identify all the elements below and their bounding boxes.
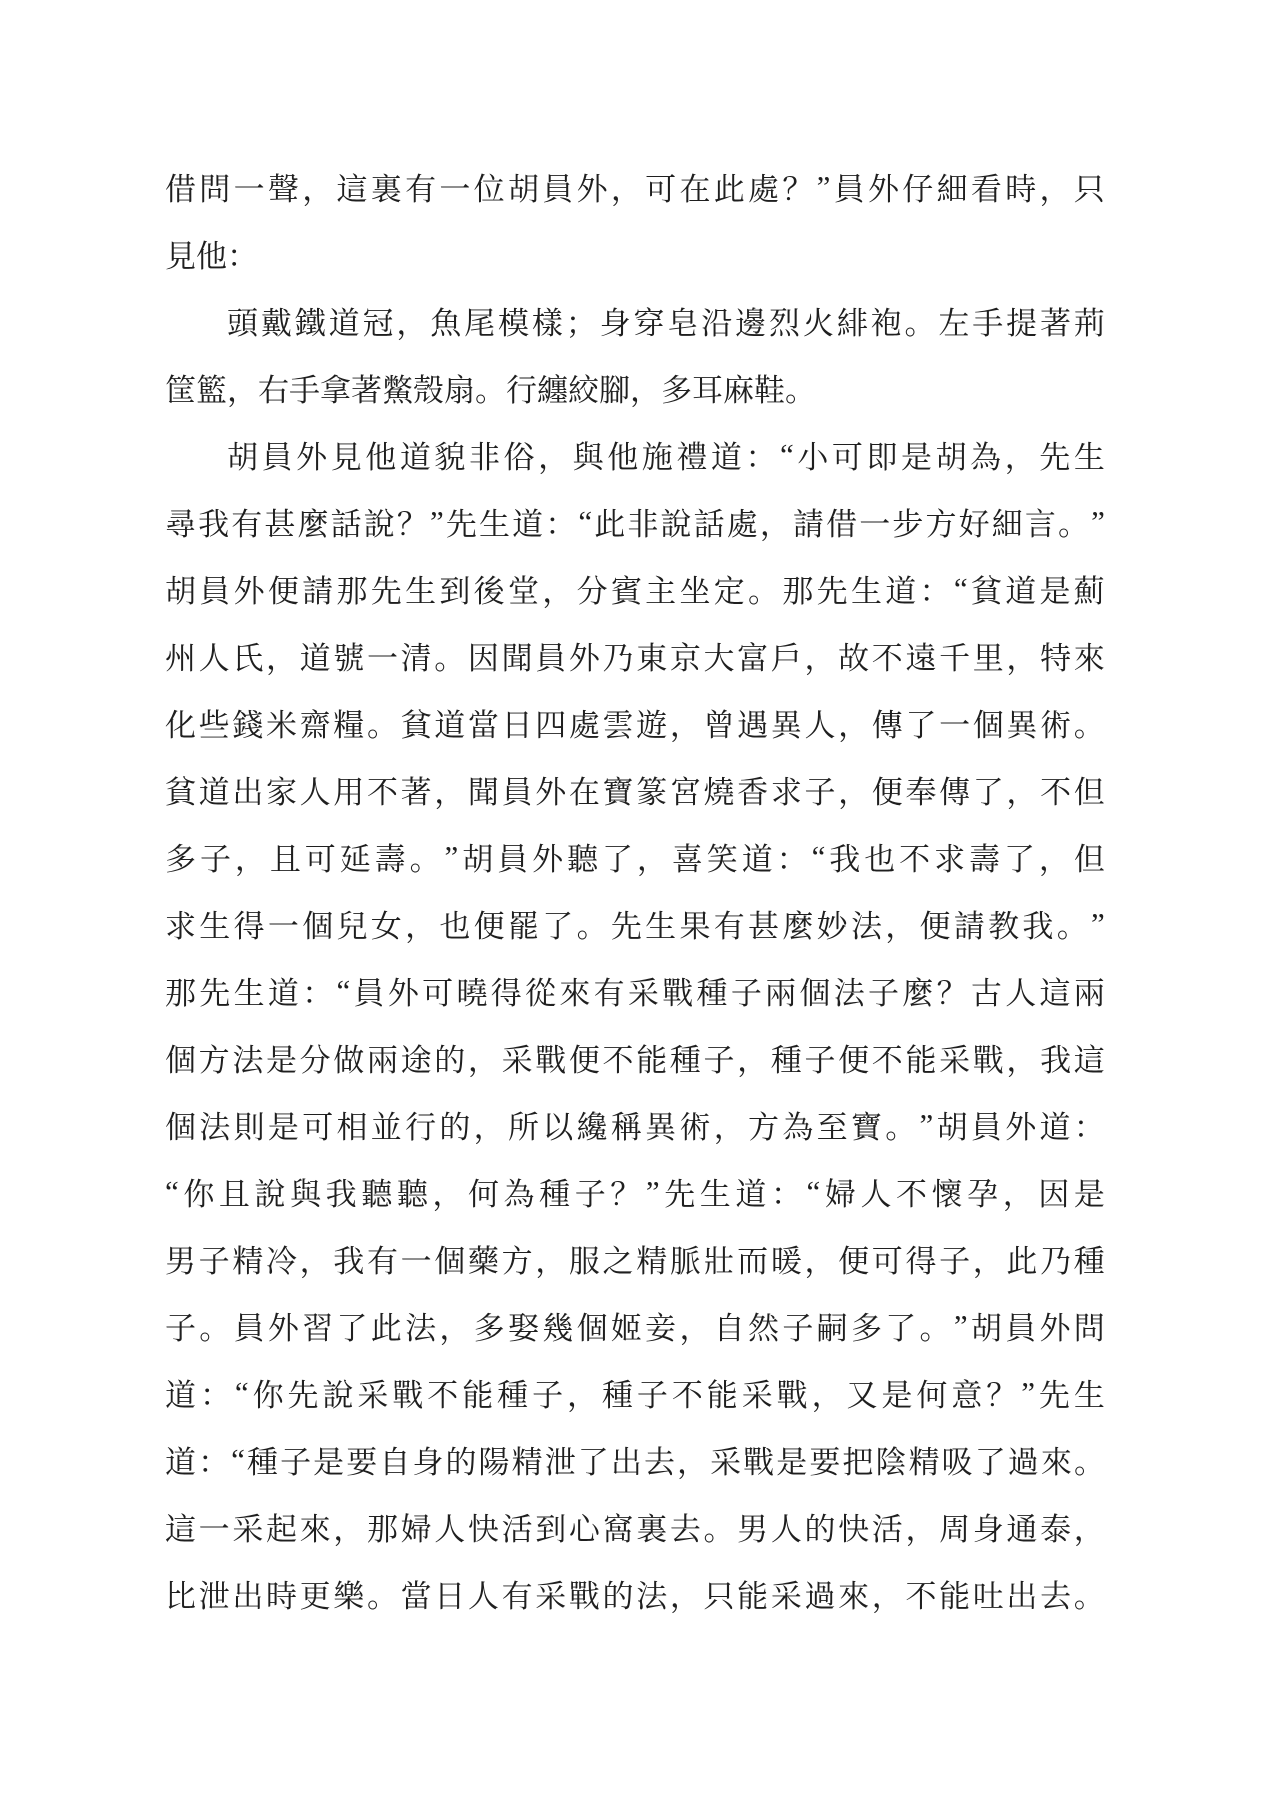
text-line: 借 問 一 聲 ， 這 裏 有 一 位 胡 員 外 ， 可 在 此 處 ？ ” 員 外 仔 細 看 時 ， 只 (165, 168, 1105, 207)
text-line: 胡 員 外 便 請 那 先 生 到 後 堂 ， 分 賓 主 坐 定 。 那 先 生 道 ： “ 貧 道 是 薊 (165, 570, 1105, 609)
text-line: 那 先 生 道 ： “ 員 外 可 曉 得 從 來 有 采 戰 種 子 兩 個 法 子 麼 ？ 古 人 這 兩 (165, 972, 1105, 1011)
text-line: 多 子 ， 且 可 延 壽 。 ” 胡 員 外 聽 了 ， 喜 笑 道 ： “ 我 也 不 求 壽 了 ， 但 (165, 838, 1105, 877)
text-line: 化 些 錢 米 齋 糧 。 貧 道 當 日 四 處 雲 遊 ， 曾 遇 異 人 ， 傳 了 一 個 異 術 。 (165, 708, 1105, 743)
text-line: 州 人 氏 ， 道 號 一 清 。 因 聞 員 外 乃 東 京 大 富 戶 ， 故 不 遠 千 里 ， 特 來 (165, 641, 1105, 676)
text-line: 個 方 法 是 分 做 兩 途 的 ， 采 戰 便 不 能 種 子 ， 種 子 便 不 能 采 戰 ， 我 這 (165, 1043, 1105, 1078)
text-line: 求 生 得 一 個 兒 女 ， 也 便 罷 了 。 先 生 果 有 甚 麼 妙 法 ， 便 請 教 我 。 ” (165, 905, 1105, 944)
text-line: 貧 道 出 家 人 用 不 著 ， 聞 員 外 在 寶 篆 宮 燒 香 求 子 ， 便 奉 傳 了 ， 不 但 (165, 775, 1105, 810)
text-line: 頭 戴 鐵 道 冠 ， 魚 尾 模 樣 ； 身 穿 皂 沿 邊 烈 火 緋 袍 。 左 手 提 著 荊 (227, 306, 1105, 341)
text-line: 胡 員 外 見 他 道 貌 非 俗 ， 與 他 施 禮 道 ： “ 小 可 即 是 胡 為 ， 先 生 (227, 436, 1105, 475)
text-line: 這 一 采 起 來 ， 那 婦 人 快 活 到 心 窩 裏 去 。 男 人 的 快 活 ， 周 身 通 泰 ， (165, 1512, 1105, 1547)
text-line: 子 。 員 外 習 了 此 法 ， 多 娶 幾 個 姬 妾 ， 自 然 子 嗣 多 了 。 ” 胡 員 外 問 (165, 1307, 1105, 1346)
text-line: “ 你 且 說 與 我 聽 聽 ， 何 為 種 子 ？ ” 先 生 道 ： “ 婦 人 不 懷 孕 ， 因 是 (165, 1173, 1105, 1212)
text-line: 比 泄 出 時 更 樂 。 當 日 人 有 采 戰 的 法 ， 只 能 采 過 來 ， 不 能 吐 出 去 。 (165, 1579, 1105, 1614)
text-line: 見 他 ： (165, 239, 258, 274)
text-line: 筐 籃 ， 右 手 拿 著 鱉 殼 扇 。 行 纏 絞 腳 ， 多 耳 麻 鞋 。 (165, 373, 816, 408)
text-line: 尋 我 有 甚 麼 話 說 ？ ” 先 生 道 ： “ 此 非 說 話 處 ， 請 借 一 步 方 好 細 言 。 ” (165, 503, 1105, 542)
text-line: 個 法 則 是 可 相 並 行 的 ， 所 以 纔 稱 異 術 ， 方 為 至 寶 。 ” 胡 員 外 道 ： (165, 1106, 1105, 1145)
document-text (165, 153, 1105, 1627)
text-line: 男 子 精 冷 ， 我 有 一 個 藥 方 ， 服 之 精 脈 壯 而 暖 ， 便 可 得 子 ， 此 乃 種 (165, 1244, 1105, 1279)
text-line: 道 ： “ 種 子 是 要 自 身 的 陽 精 泄 了 出 去 ， 采 戰 是 要 把 陰 精 吸 了 過 來 。 (165, 1441, 1105, 1480)
text-line: 道 ： “ 你 先 說 采 戰 不 能 種 子 ， 種 子 不 能 采 戰 ， 又 是 何 意 ？ ” 先 生 (165, 1374, 1105, 1413)
